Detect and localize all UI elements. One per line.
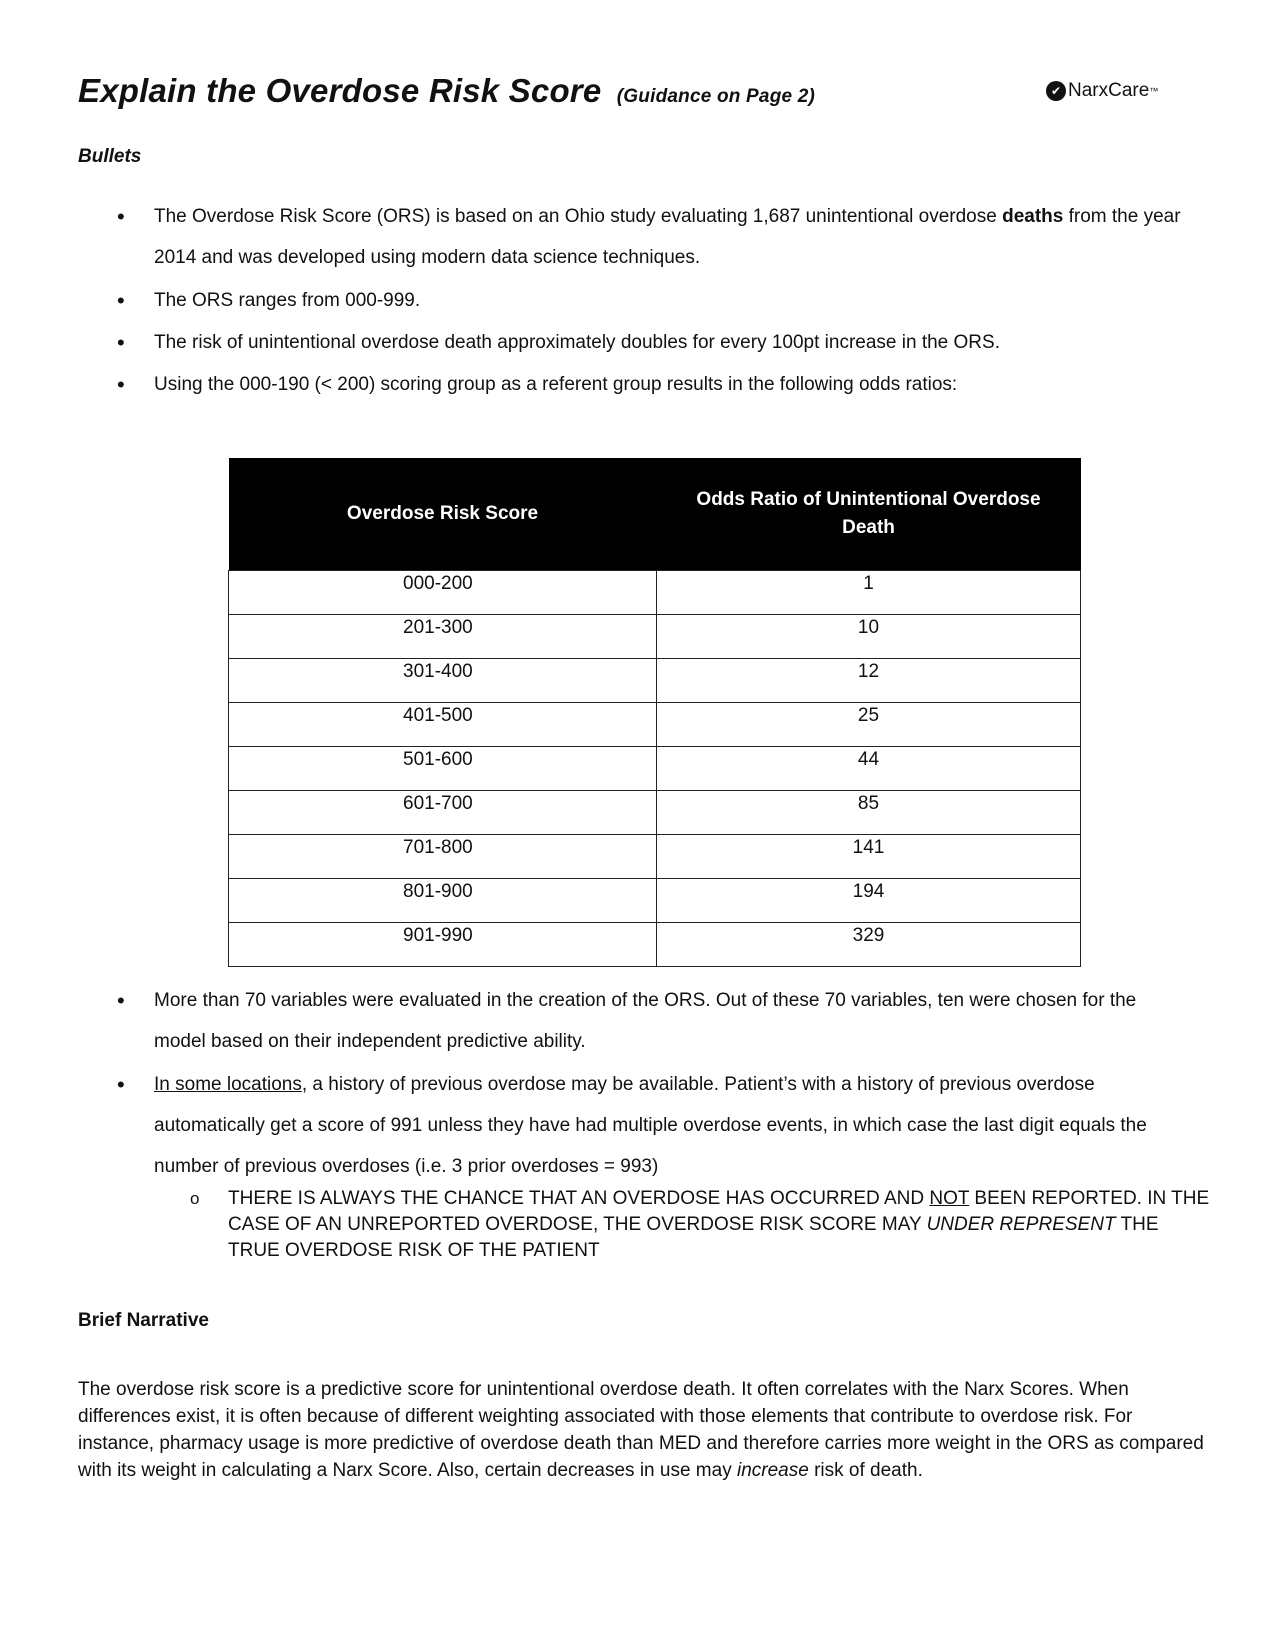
bullet-text: • The risk of unintentional overdose death approximately doubles for every 100pt increase in the ORS. [154,332,1000,353]
list-item [120,280,1190,321]
odds-ratio-cell: 85 [657,791,1081,835]
odds-ratio-cell: 12 [657,659,1081,703]
odds-ratio-cell: 329 [657,923,1081,967]
odds-ratio-cell: 44 [657,747,1081,791]
table-row [229,879,1081,923]
odds-ratio-table [228,458,1081,967]
list-item [120,364,1190,405]
bullets-heading: Bullets [78,146,142,167]
logo-text: NarxCare [1068,80,1150,101]
column-header-score: Overdose Risk Score [229,458,657,571]
odds-ratio-cell: 10 [657,615,1081,659]
narrative-italic-text: increase [736,1460,809,1481]
score-range-cell: 901-990 [229,923,657,967]
narxcare-logo-icon: ✔ [1046,81,1066,101]
table-row [229,659,1081,703]
sub-bullet-underlined-text: NOT [929,1188,970,1209]
list-item [120,196,1190,278]
score-range-cell: 000-200 [229,571,657,615]
narrative-text: risk of death. [808,1460,923,1481]
score-range-cell: 801-900 [229,879,657,923]
score-range-cell: 701-800 [229,835,657,879]
table-row [229,571,1081,615]
sub-bullet-text: BEEN REPORTED. IN THE CASE OF AN UNREPORTED OVERDOSE, THE OVERDOSE RISK SCORE MAY [228,1188,1210,1235]
table-row [229,923,1081,967]
sub-bullet-warning [190,1186,1210,1264]
list-item [120,980,1190,1062]
logo-trademark: ™ [1149,86,1159,96]
sub-bullet-text: THERE IS ALWAYS THE CHANCE THAT AN OVERDOSE HAS OCCURRED AND [228,1188,930,1209]
narxcare-logo [1046,80,1158,102]
bullet-underlined-text: In some locations [154,1074,302,1095]
title-subtitle: (Guidance on Page 2) [616,86,816,107]
score-range-cell: 501-600 [229,747,657,791]
page-title [78,72,815,110]
table-row [229,791,1081,835]
list-item [120,322,1190,363]
table-header-row [229,458,1081,571]
table-row [229,747,1081,791]
bullet-text: • The ORS ranges from 000-999. [154,290,421,311]
column-header-odds: Odds Ratio of Unintentional Overdose Death [657,458,1081,571]
narrative-heading: Brief Narrative [78,1310,209,1331]
odds-ratio-cell: 25 [657,703,1081,747]
bullet-text: from the year 2014 and was developed using modern data science techniques. [154,206,1181,268]
table-row [229,615,1081,659]
title-main: Explain the Overdose Risk Score [78,72,602,109]
bullet-text: The Overdose Risk Score (ORS) is based on an Ohio study evaluating 1,687 unintentional overdose [154,206,1003,227]
odds-ratio-cell: 194 [657,879,1081,923]
bullet-text: • More than 70 variables were evaluated in the creation of the ORS. Out of these 70 variables, ten were chosen for the model based on their independent predictive ability. [154,990,1137,1052]
score-range-cell: 301-400 [229,659,657,703]
narrative-text: The overdose risk score is a predictive score for unintentional overdose death. It often correlates with the Narx Scores. When differences exist, it is often because of different weighting associated with those elements that contribute to overdose risk. For instance, pharmacy usage is more predictive of overdose death than MED and therefore carries more weight in the ORS as compared with its weight in calculating a Narx Score. Also, certain decreases in use may [78,1379,1204,1481]
narrative-paragraph [78,1376,1208,1484]
score-range-cell: 601-700 [229,791,657,835]
score-range-cell: 401-500 [229,703,657,747]
table-body [229,571,1081,967]
bullet-text: • Using the 000-190 (< 200) scoring group as a referent group results in the following odds ratios: [154,374,958,395]
sub-bullet-text: THE TRUE OVERDOSE RISK OF THE PATIENT [228,1214,1159,1261]
sub-bullet-italic-text: UNDER REPRESENT [926,1214,1116,1235]
odds-ratio-cell: 141 [657,835,1081,879]
bullet-text: , a history of previous overdose may be available. Patient’s with a history of previous overdose automatically get a score of 991 unless they have had multiple overdose events, in which case the last digit equals the number of previous overdoses (i.e. 3 prior overdoses = 993) [154,1074,1147,1177]
list-item [120,1064,1190,1187]
bullet-bold-text: deaths [1002,206,1064,227]
table-row [229,703,1081,747]
odds-ratio-cell: 1 [657,571,1081,615]
score-range-cell: 201-300 [229,615,657,659]
table-row [229,835,1081,879]
